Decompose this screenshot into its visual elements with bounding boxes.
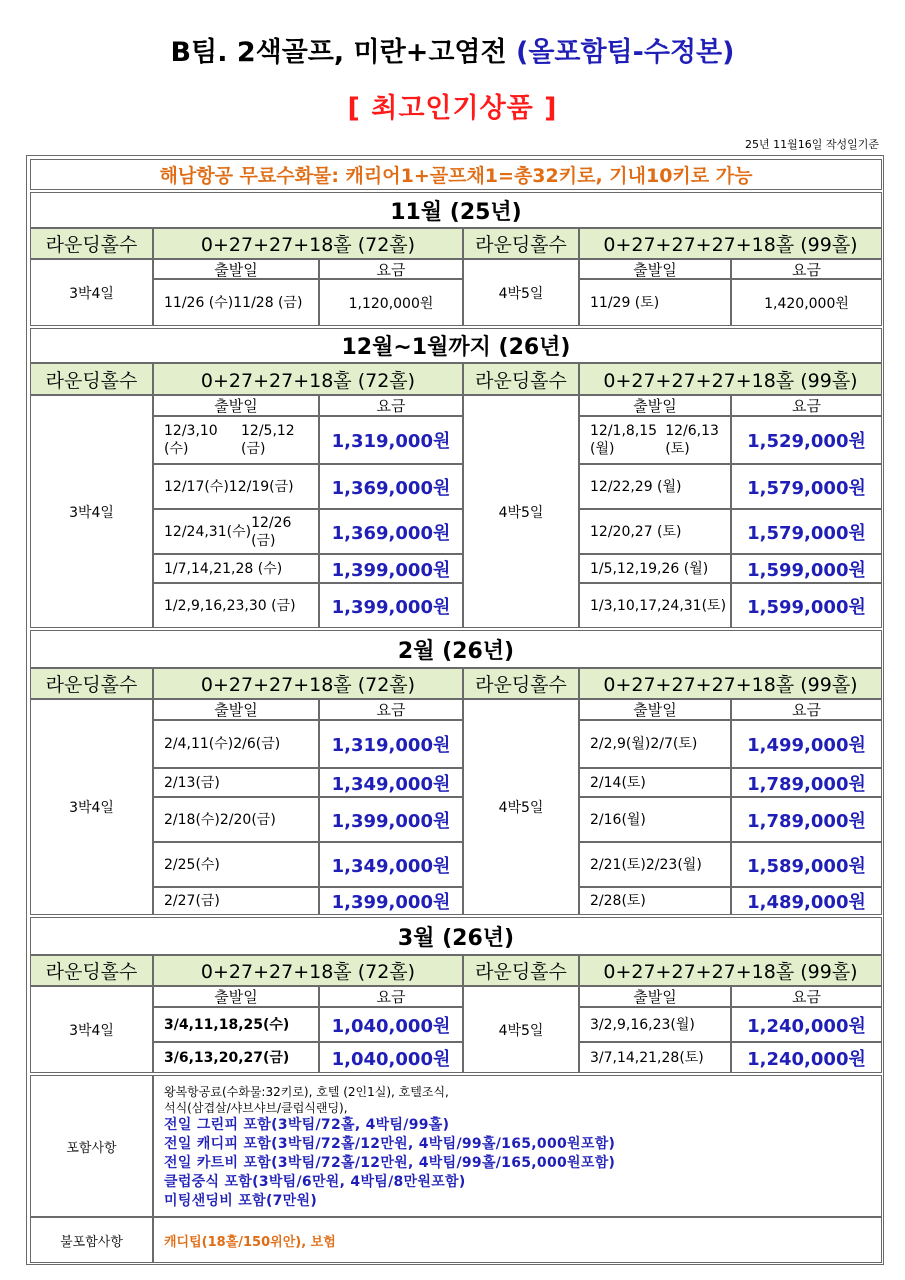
price-value: 1,399,000원 — [319, 554, 463, 583]
departure-date: 2/18(수) 2/20(금) — [153, 797, 319, 842]
departure-date: 2/25(수) — [153, 842, 319, 887]
price-value: 1,369,000원 — [319, 509, 463, 554]
price-value: 1,319,000원 — [319, 720, 463, 768]
price-header: 요금 — [319, 395, 463, 416]
price-header: 요금 — [319, 699, 463, 720]
price-value: 1,399,000원 — [319, 797, 463, 842]
duration-3n4d: 3박4일 — [30, 699, 153, 915]
price-header: 요금 — [731, 986, 882, 1007]
duration-4n5d: 4박5일 — [463, 986, 579, 1073]
title-highlight: (올포함팀-수정본) — [515, 37, 735, 68]
excluded-items: 캐디팁(18홀/150위안), 보험 — [153, 1217, 882, 1263]
price-value: 1,240,000원 — [731, 1007, 882, 1042]
holes-3night: 0+27+27+18홀 (72홀) — [153, 228, 463, 259]
departure-date: 2/2,9(월) 2/7(토) — [579, 720, 731, 768]
duration-4n5d: 4박5일 — [463, 395, 579, 628]
duration-3n4d: 3박4일 — [30, 395, 153, 628]
departure-date: 3/6,13,20,27(금) — [153, 1042, 319, 1073]
price-table — [26, 155, 884, 1265]
price-value: 1,529,000원 — [731, 416, 882, 464]
price-header: 요금 — [731, 259, 882, 279]
departure-date: 2/16(월) — [579, 797, 731, 842]
departure-date: 1/5,12,19,26 (월) — [579, 554, 731, 583]
departure-header: 출발일 — [153, 986, 319, 1007]
departure-date: 12/3,10 (수) 12/5,12 (금) — [153, 416, 319, 464]
price-value: 1,240,000원 — [731, 1042, 882, 1073]
departure-date: 2/28(토) — [579, 887, 731, 915]
holes-3night: 0+27+27+18홀 (72홀) — [153, 363, 463, 395]
holes-4night: 0+27+27+27+18홀 (99홀) — [579, 668, 882, 699]
price-value: 1,599,000원 — [731, 583, 882, 628]
departure-date: 3/2,9,16,23(월) — [579, 1007, 731, 1042]
included-items: 왕복항공료(수화물:32키로), 호텔 (2인1실), 호텔조식, 석식(삼겹살/샤브샤브/클럽식랜딩), 전일 그린피 포함(3박팀/72홀, 4박팀/99홀) 전일 캐디피 포함(3박팀/72홀/12만원, 4박팀/99홀/165,000원포함) 전일 카트비 포함(3박팀/72홀/12만원, 4박팀/99홀/165,000원포함) 클럽중식 포함(3박팀/6만원, 4박팀/8만원포함) 미팅샌딩비 포함(7만원) — [153, 1075, 882, 1217]
price-value: 1,040,000원 — [319, 1042, 463, 1073]
rounding-label: 라운딩홀수 — [463, 363, 579, 395]
excluded-label: 불포함사항 — [30, 1217, 153, 1263]
price-value: 1,420,000원 — [731, 279, 882, 326]
price-header: 요금 — [731, 699, 882, 720]
holes-4night: 0+27+27+27+18홀 (99홀) — [579, 228, 882, 259]
holes-4night: 0+27+27+27+18홀 (99홀) — [579, 955, 882, 986]
price-header: 요금 — [319, 259, 463, 279]
departure-date: 3/7,14,21,28(토) — [579, 1042, 731, 1073]
departure-date: 12/24,31(수) 12/26 (금) — [153, 509, 319, 554]
departure-date: 2/21(토) 2/23(월) — [579, 842, 731, 887]
price-value: 1,589,000원 — [731, 842, 882, 887]
holes-3night: 0+27+27+18홀 (72홀) — [153, 955, 463, 986]
rounding-label: 라운딩홀수 — [30, 668, 153, 699]
duration-4n5d: 4박5일 — [463, 259, 579, 326]
month-header: 12월~1월까지 (26년) — [30, 328, 882, 363]
departure-date: 2/27(금) — [153, 887, 319, 915]
departure-date: 11/26 (수) 11/28 (금) — [153, 279, 319, 326]
price-value: 1,489,000원 — [731, 887, 882, 915]
price-value: 1,399,000원 — [319, 583, 463, 628]
departure-date: 2/14(토) — [579, 768, 731, 797]
departure-header: 출발일 — [153, 699, 319, 720]
free-baggage-note: 해남항공 무료수화물: 캐리어1+골프채1=총32키로, 기내10키로 가능 — [30, 159, 882, 190]
duration-3n4d: 3박4일 — [30, 259, 153, 326]
departure-header: 출발일 — [579, 395, 731, 416]
departure-header: 출발일 — [579, 699, 731, 720]
price-value: 1,399,000원 — [319, 887, 463, 915]
departure-date: 1/2,9,16,23,30 (금) — [153, 583, 319, 628]
rounding-label: 라운딩홀수 — [463, 668, 579, 699]
departure-date: 12/17(수) 12/19(금) — [153, 464, 319, 509]
departure-date: 12/22,29 (월) — [579, 464, 731, 509]
month-header: 2월 (26년) — [30, 630, 882, 668]
price-value: 1,599,000원 — [731, 554, 882, 583]
price-value: 1,349,000원 — [319, 768, 463, 797]
month-header: 3월 (26년) — [30, 917, 882, 955]
departure-date: 1/7,14,21,28 (수) — [153, 554, 319, 583]
as-of-date: 25년 11월16일 작성일기준 — [745, 138, 879, 151]
page-subtitle: [ 최고인기상품 ] — [347, 93, 558, 124]
duration-3n4d: 3박4일 — [30, 986, 153, 1073]
holes-3night: 0+27+27+18홀 (72홀) — [153, 668, 463, 699]
rounding-label: 라운딩홀수 — [463, 228, 579, 259]
price-value: 1,499,000원 — [731, 720, 882, 768]
price-value: 1,040,000원 — [319, 1007, 463, 1042]
rounding-label: 라운딩홀수 — [30, 228, 153, 259]
departure-header: 출발일 — [579, 259, 731, 279]
price-value: 1,120,000원 — [319, 279, 463, 326]
price-value: 1,369,000원 — [319, 464, 463, 509]
price-header: 요금 — [731, 395, 882, 416]
departure-header: 출발일 — [579, 986, 731, 1007]
price-value: 1,789,000원 — [731, 768, 882, 797]
departure-date: 11/29 (토) — [579, 279, 731, 326]
price-value: 1,579,000원 — [731, 509, 882, 554]
departure-date: 3/4,11,18,25(수) — [153, 1007, 319, 1042]
departure-date: 2/13(금) — [153, 768, 319, 797]
departure-header: 출발일 — [153, 395, 319, 416]
rounding-label: 라운딩홀수 — [30, 955, 153, 986]
page-title — [0, 30, 905, 69]
price-value: 1,349,000원 — [319, 842, 463, 887]
duration-4n5d: 4박5일 — [463, 699, 579, 915]
departure-date: 12/20,27 (토) — [579, 509, 731, 554]
price-value: 1,789,000원 — [731, 797, 882, 842]
month-header: 11월 (25년) — [30, 192, 882, 228]
departure-date: 2/4,11(수) 2/6(금) — [153, 720, 319, 768]
price-header: 요금 — [319, 986, 463, 1007]
rounding-label: 라운딩홀수 — [30, 363, 153, 395]
included-label: 포함사항 — [30, 1075, 153, 1217]
title-main: B팀. 2색골프, 미란+고염전 — [170, 37, 507, 68]
holes-4night: 0+27+27+27+18홀 (99홀) — [579, 363, 882, 395]
rounding-label: 라운딩홀수 — [463, 955, 579, 986]
departure-date: 1/3,10,17,24,31 (토) — [579, 583, 731, 628]
departure-date: 12/1,8,15 (월) 12/6,13 (토) — [579, 416, 731, 464]
price-value: 1,319,000원 — [319, 416, 463, 464]
departure-header: 출발일 — [153, 259, 319, 279]
price-value: 1,579,000원 — [731, 464, 882, 509]
